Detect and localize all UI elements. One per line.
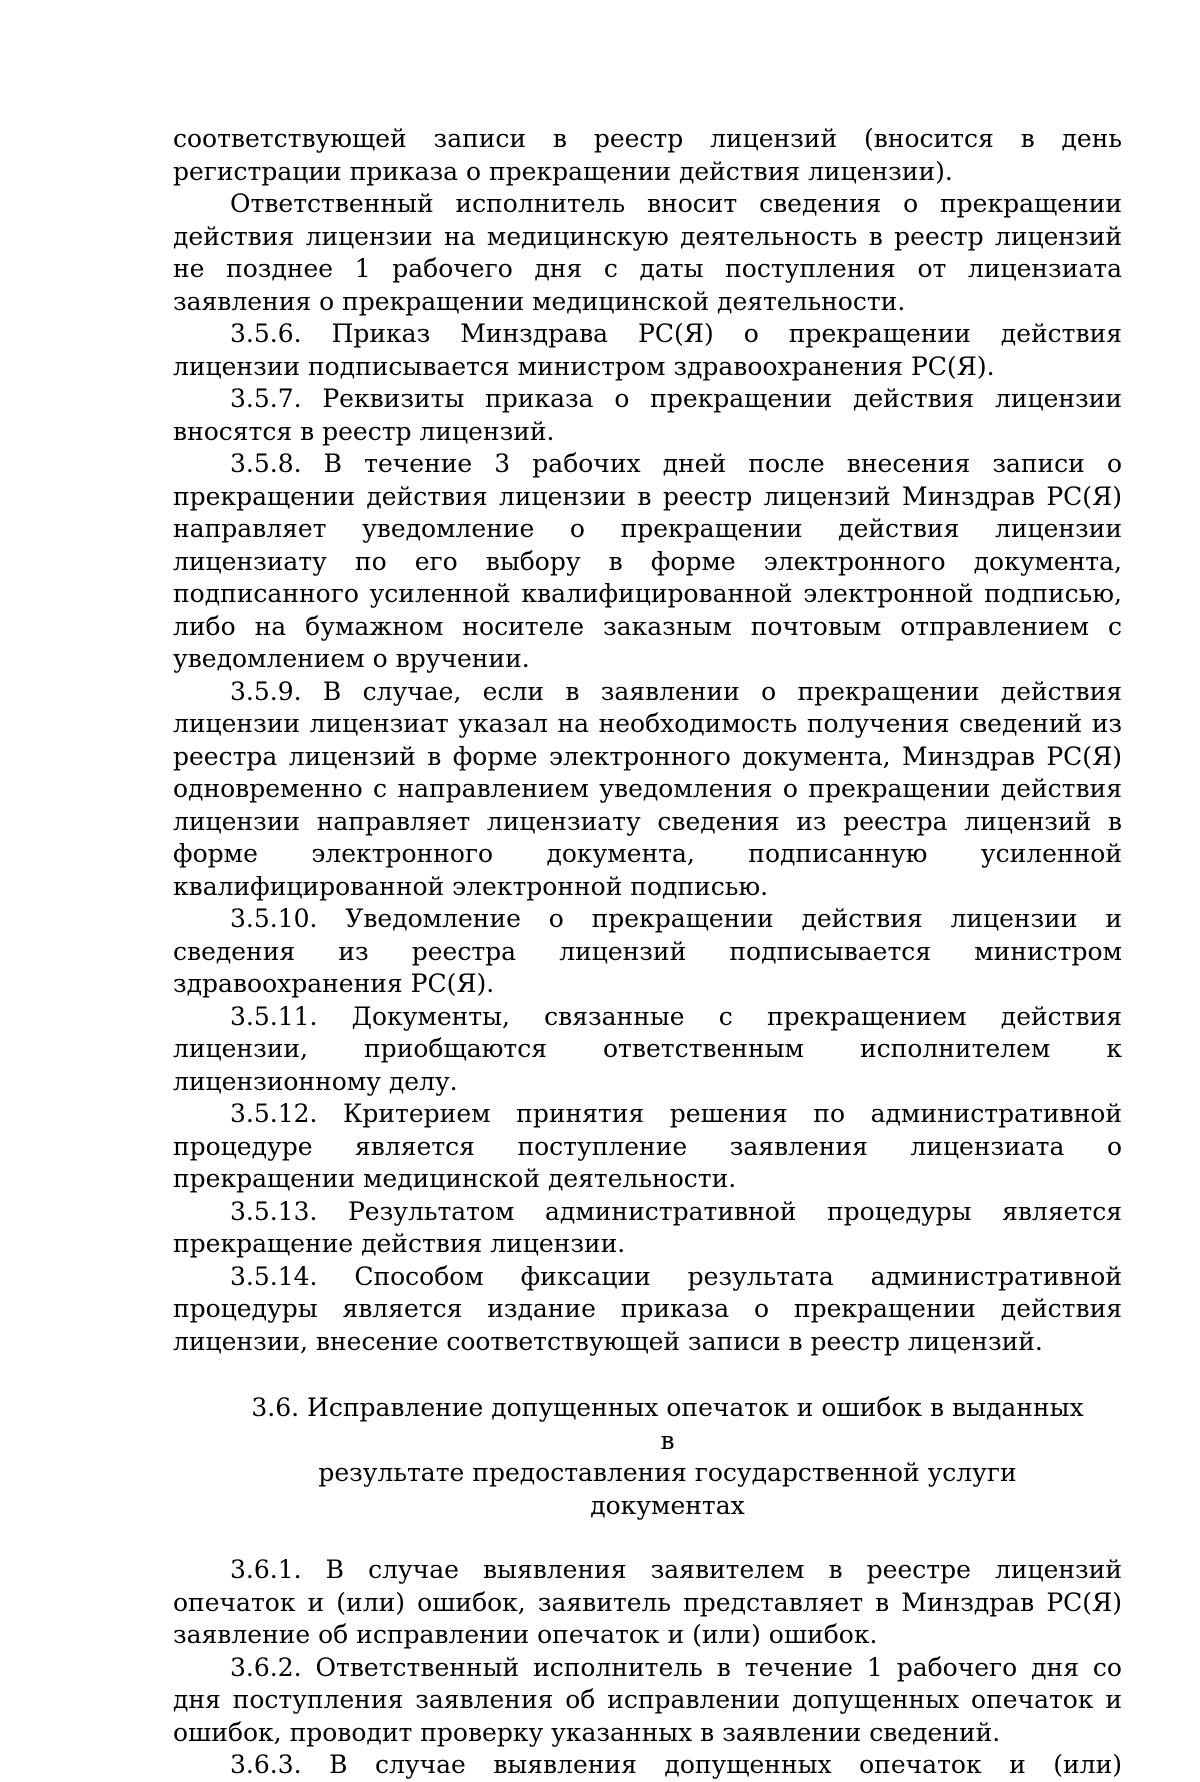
- paragraph-3-5-12: 3.5.12. Критерием принятия решения по административной процедуре является поступление заявления лицензиата о прекращении медицинской деятельности.: [173, 1099, 1122, 1193]
- paragraph-3-6-3: 3.6.3. В случае выявления допущенных опечаток и (или): [230, 1750, 1122, 1779]
- document-body: [173, 123, 1122, 1782]
- paragraph-3-5-13: 3.5.13. Результатом административной процедуры является прекращение действия лицензии.: [173, 1196, 1122, 1258]
- section-heading-line-1: 3.6. Исправление допущенных опечаток и ошибок в выданных в: [251, 1393, 1084, 1455]
- paragraph-3-6-1: 3.6.1. В случае выявления заявителем в реестре лицензий опечаток и (или) ошибок, заявитель представляет в Минздрав РС(Я) заявление об исправлении опечаток и (или) ошибок.: [173, 1555, 1122, 1649]
- section-heading-3-6: [173, 1392, 1122, 1522]
- paragraph-responsible-executor: Ответственный исполнитель вносит сведения о прекращении действия лицензии на медицинскую деятельность в реестр лицензий не позднее 1 рабочего дня с даты поступления от лицензиата заявления о прекращении медицинской деятельности.: [173, 189, 1122, 316]
- section-heading-line-2: результате предоставления государственной услуги документах: [318, 1458, 1017, 1520]
- paragraph-continuation: соответствующей записи в реестр лицензий (вносится в день регистрации приказа о прекращении действия лицензии).: [173, 124, 1122, 186]
- paragraph-3-5-7: 3.5.7. Реквизиты приказа о прекращении действия лицензии вносятся в реестр лицензий.: [173, 384, 1122, 446]
- paragraph-3-5-11: 3.5.11. Документы, связанные с прекращением действия лицензии, приобщаются ответственным исполнителем к лицензионному делу.: [173, 1001, 1122, 1096]
- paragraph-3-5-9: 3.5.9. В случае, если в заявлении о прекращении действия лицензии лицензиат указал на необходимость получения сведений из реестра лицензий в форме электронного документа, Минздрав РС(Я) одновременно с направлением уведомления о прекращении действия лицензии направляет лицензиату сведения из реестра лицензий в форме электронного документа, подписанную усиленной квалифицированной электронной подписью.: [173, 676, 1122, 901]
- paragraph-3-5-6: 3.5.6. Приказ Минздрава РС(Я) о прекращении действия лицензии подписывается министром здравоохранения РС(Я).: [173, 319, 1122, 381]
- paragraph-3-5-8: 3.5.8. В течение 3 рабочих дней после внесения записи о прекращении действия лицензии в реестр лицензий Минздрав РС(Я) направляет уведомление о прекращении действия лицензии лицензиату по его выбору в форме электронного документа, подписанного усиленной квалифицированной электронной подписью, либо на бумажном носителе заказным почтовым отправлением с уведомлением о вручении.: [173, 449, 1122, 673]
- paragraph-3-5-10: 3.5.10. Уведомление о прекращении действия лицензии и сведения из реестра лицензий подписывается министром здравоохранения РС(Я).: [173, 904, 1122, 998]
- paragraph-3-6-2: 3.6.2. Ответственный исполнитель в течение 1 рабочего дня со дня поступления заявления об исправлении допущенных опечаток и ошибок, проводит проверку указанных в заявлении сведений.: [173, 1652, 1122, 1747]
- paragraph-3-5-14: 3.5.14. Способом фиксации результата административной процедуры является издание приказа о прекращении действия лицензии, внесение соответствующей записи в реестр лицензий.: [173, 1261, 1122, 1356]
